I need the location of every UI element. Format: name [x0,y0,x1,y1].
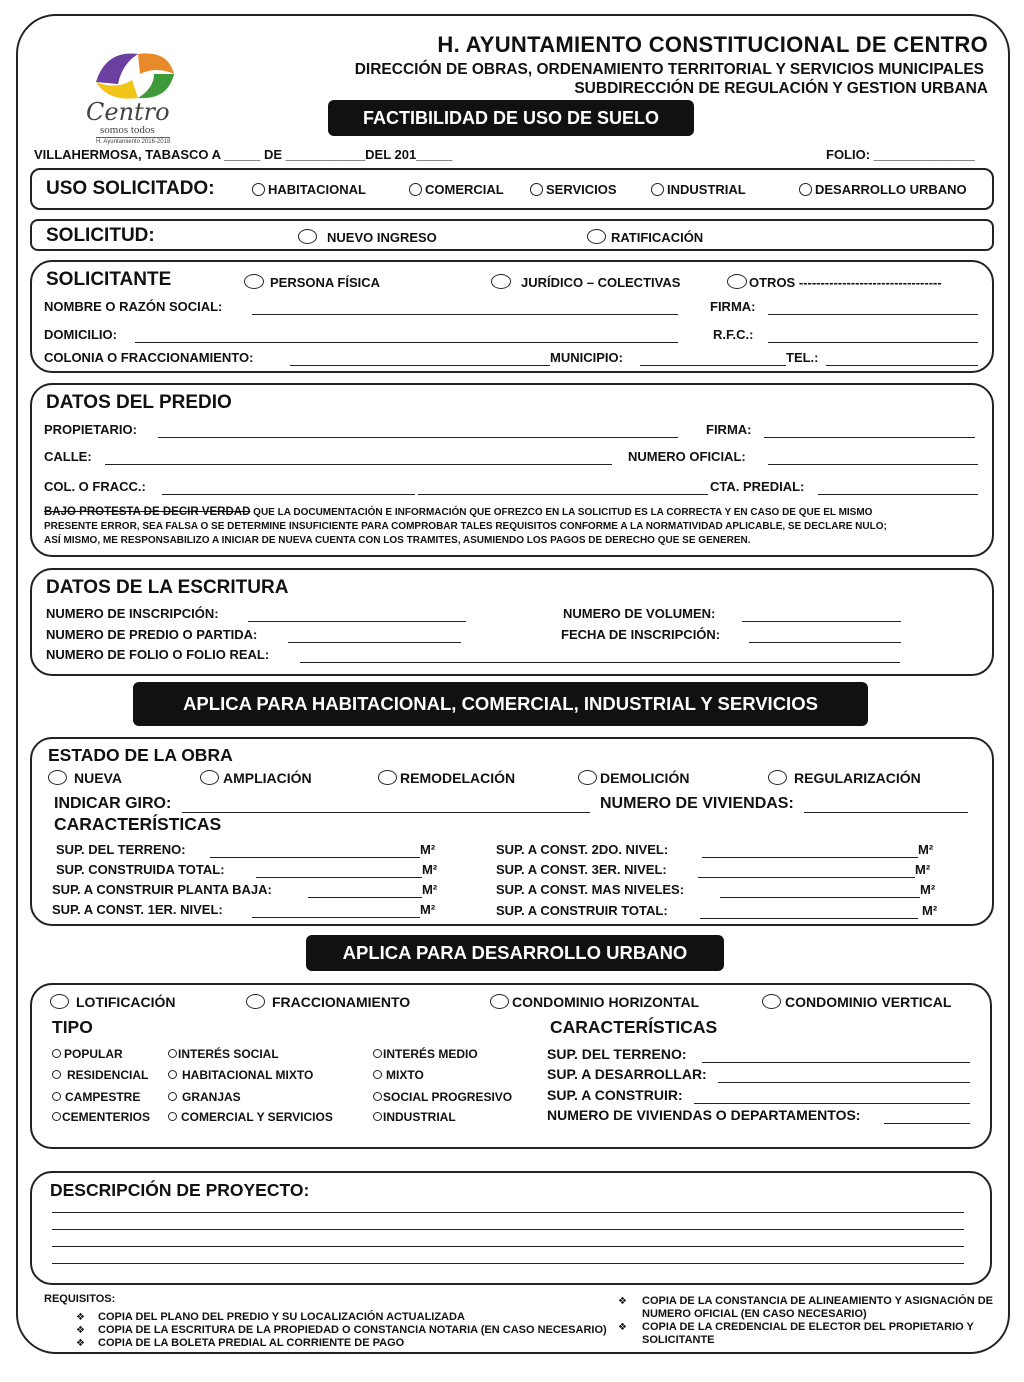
logo-text: Centro [86,98,170,126]
sup-terreno-input[interactable] [210,857,420,858]
du-num-viviendas-input[interactable] [884,1123,970,1124]
m2-unit: M² [420,842,436,857]
radio-icon[interactable] [727,274,747,289]
radio-icon[interactable] [587,229,606,244]
du-option-condominio-horizontal[interactable]: CONDOMINIO HORIZONTAL [490,994,699,1010]
logo [82,44,192,144]
nombre-label: NOMBRE O RAZÓN SOCIAL: [44,299,223,314]
radio-icon[interactable] [168,1092,177,1101]
radio-icon[interactable] [373,1092,382,1101]
tipo-interes-medio[interactable]: INTERÉS MEDIO [373,1047,478,1061]
du-sup-construir-label: SUP. A CONSTRUIR: [547,1087,683,1103]
bullet-icon: ❖ [76,1325,85,1336]
uso-option-industrial[interactable]: INDUSTRIAL [651,182,746,197]
col-fracc-input[interactable] [162,494,415,495]
domicilio-label: DOMICILIO: [44,327,117,342]
uso-option-habitacional[interactable]: HABITACIONAL [252,182,366,197]
col-fracc-label: COL. O FRACC.: [44,479,146,494]
solicitud-option-nuevo[interactable]: NUEVO INGRESO [298,229,437,245]
sup-3er-nivel-label: SUP. A CONST. 3ER. NIVEL: [496,862,667,877]
radio-icon[interactable] [52,1112,61,1121]
descripcion-line-3[interactable] [52,1246,964,1247]
firma-input[interactable] [768,314,978,315]
radio-icon[interactable] [246,994,265,1009]
m2-unit: M² [420,902,436,917]
escritura-label: DATOS DE LA ESCRITURA [46,577,289,598]
sup-1er-nivel-input[interactable] [252,917,420,918]
bullet-icon: ❖ [618,1322,627,1333]
du-num-viviendas-label: NUMERO DE VIVIENDAS O DEPARTAMENTOS: [547,1107,861,1123]
du-option-fraccionamiento[interactable]: FRACCIONAMIENTO [246,994,410,1010]
radio-icon[interactable] [52,1092,61,1101]
sup-construida-label: SUP. CONSTRUIDA TOTAL: [56,862,225,877]
m2-unit: M² [422,882,438,897]
fecha-inscripcion-input[interactable] [749,642,901,643]
inscripcion-input[interactable] [248,621,466,622]
du-tipo-label: TIPO [52,1017,93,1037]
municipio-label: MUNICIPIO: [550,350,623,365]
folio-real-input[interactable] [300,662,900,663]
radio-icon[interactable] [244,274,264,289]
du-sup-terreno-input[interactable] [702,1062,970,1063]
sup-mas-niveles-label: SUP. A CONST. MAS NIVELES: [496,882,685,897]
tipo-cementerios[interactable]: CEMENTERIOS [52,1110,150,1124]
header-subtitle-2: SUBDIRECCIÓN DE REGULACIÓN Y GESTION URBANA [574,80,988,97]
viviendas-label: NUMERO DE VIVIENDAS: [600,795,794,812]
m2-unit: M² [920,882,936,897]
radio-icon[interactable] [768,770,787,785]
cta-predial-label: CTA. PREDIAL: [710,479,805,494]
folio-real-label: NUMERO DE FOLIO O FOLIO REAL: [46,647,270,662]
radio-icon[interactable] [373,1112,382,1121]
radio-icon[interactable] [490,994,509,1009]
tipo-popular[interactable]: POPULAR [52,1047,123,1061]
volumen-input[interactable] [742,621,901,622]
obra-caracteristicas-label: CARACTERÍSTICAS [54,814,222,834]
requisito-item: ❖ COPIA DE LA CREDENCIAL DE ELECTOR DEL PROPIETARIO Y [618,1321,974,1333]
solicitante-option-juridico[interactable]: JURÍDICO – COLECTIVAS [491,274,680,290]
sup-3er-nivel-input[interactable] [698,877,915,878]
protesta-text: BAJO PROTESTA DE DECIR VERDAD QUE LA DOCUMENTACIÓN E INFORMACIÓN QUE OFREZCO EN LA SOLICITUD ES LA CORRECTA Y EN CASO DE QUE EL MISMO PRESENTE ERROR, SEA FALSA O SE DETERMINE INSUFICIENTE PARA COMPROBAR TALES REQUISITOS CONFORME A LA NORMATIVIDAD APLICABLE, SE DECLARE NULO; ASÍ MISMO, ME RESPONSABILIZO A INICIAR DE NUEVA CUENTA CON LOS TRAMITES, ASUMIENDO LOS PAGOS DE DERECHO QUE SE GENEREN. [44,506,887,546]
numero-oficial-input[interactable] [768,464,978,465]
radio-icon[interactable] [52,1049,61,1058]
du-caracteristicas-label: CARACTERÍSTICAS [550,1017,718,1037]
sup-construir-total-input[interactable] [700,918,918,919]
tipo-granjas[interactable]: GRANJAS [168,1090,241,1104]
bullet-icon: ❖ [76,1338,85,1349]
radio-icon[interactable] [491,274,511,289]
radio-icon[interactable] [762,994,781,1009]
sup-1er-nivel-label: SUP. A CONST. 1ER. NIVEL: [52,902,223,917]
uso-option-comercial[interactable]: COMERCIAL [409,182,504,197]
radio-icon[interactable] [373,1070,382,1079]
radio-icon[interactable] [530,183,543,196]
obra-option-remodelacion[interactable]: REMODELACIÓN [378,770,515,786]
header-subtitle-1: DIRECCIÓN DE OBRAS, ORDENAMIENTO TERRITORIAL Y SERVICIOS MUNICIPALES [354,61,984,78]
sup-mas-niveles-input[interactable] [720,897,920,898]
volumen-label: NUMERO DE VOLUMEN: [563,606,716,621]
solicitud-label: SOLICITUD: [46,225,155,246]
sup-planta-baja-label: SUP. A CONSTRUIR PLANTA BAJA: [52,882,272,897]
descripcion-line-1[interactable] [52,1212,964,1213]
predio-firma-input[interactable] [764,437,975,438]
tipo-industrial[interactable]: INDUSTRIAL [373,1110,456,1124]
calle-input[interactable] [105,464,612,465]
solicitante-label: SOLICITANTE [46,269,172,290]
logo-tagline: somos todos [100,124,155,136]
obra-label: ESTADO DE LA OBRA [48,745,233,765]
fecha-inscripcion-label: FECHA DE INSCRIPCIÓN: [561,627,721,642]
solicitante-option-otros[interactable]: OTROS --------------------------------- [727,274,942,290]
m2-unit: M² [915,862,931,877]
section-banner-desarrollo-urbano: APLICA PARA DESARROLLO URBANO [306,935,724,971]
sup-construir-total-label: SUP. A CONSTRUIR TOTAL: [496,903,668,918]
sup-2do-nivel-label: SUP. A CONST. 2DO. NIVEL: [496,842,669,857]
inscripcion-label: NUMERO DE INSCRIPCIÓN: [46,606,219,621]
radio-icon[interactable] [168,1049,177,1058]
descripcion-line-4[interactable] [52,1263,964,1264]
tel-input[interactable] [826,365,978,366]
radio-icon[interactable] [200,770,219,785]
municipio-input[interactable] [640,365,786,366]
solicitante-option-fisica[interactable]: PERSONA FÍSICA [244,274,380,290]
folio-field: FOLIO: ______________ [826,147,975,162]
radio-icon[interactable] [578,770,597,785]
firma-label: FIRMA: [710,299,756,314]
partida-label: NUMERO DE PREDIO O PARTIDA: [46,627,258,642]
predio-label: DATOS DEL PREDIO [46,392,232,413]
col-fracc-input-2[interactable] [418,494,708,495]
tipo-residencial[interactable]: RESIDENCIAL [52,1068,148,1082]
du-sup-desarrollar-label: SUP. A DESARROLLAR: [547,1066,707,1082]
colonia-label: COLONIA O FRACCIONAMIENTO: [44,350,254,365]
radio-icon[interactable] [252,183,265,196]
obra-option-nueva[interactable]: NUEVA [48,770,122,786]
radio-icon[interactable] [409,183,422,196]
tipo-social-progresivo[interactable]: SOCIAL PROGRESIVO [373,1090,512,1104]
m2-unit: M² [422,862,438,877]
uso-option-desarrollo-urbano[interactable]: DESARROLLO URBANO [799,182,967,197]
obra-option-regularizacion[interactable]: REGULARIZACIÓN [768,770,921,786]
sup-planta-baja-input[interactable] [308,897,422,898]
tipo-mixto[interactable]: MIXTO [373,1068,424,1082]
colonia-input[interactable] [290,365,550,366]
form-banner: FACTIBILIDAD DE USO DE SUELO [328,100,694,136]
tipo-interes-social[interactable]: INTERÉS SOCIAL [168,1047,279,1061]
solicitud-section [30,219,994,251]
radio-icon[interactable] [298,229,317,244]
nombre-input[interactable] [252,314,678,315]
m2-unit: M² [918,842,934,857]
radio-icon[interactable] [378,770,397,785]
propietario-input[interactable] [158,437,678,438]
bullet-icon: ❖ [618,1296,627,1307]
uso-label: USO SOLICITADO: [46,178,215,199]
sup-2do-nivel-input[interactable] [702,857,918,858]
logo-subtitle: H. Ayuntamiento 2016-2018 [96,139,171,145]
requisito-item: ❖ COPIA DE LA ESCRITURA DE LA PROPIEDAD O CONSTANCIA NOTARIA (EN CASO NECESARIO) [76,1324,607,1336]
du-sup-construir-input[interactable] [694,1103,970,1104]
date-line: VILLAHERMOSA, TABASCO A _____ DE ___________DEL 201_____ [34,147,453,162]
rfc-input[interactable] [768,342,978,343]
du-option-condominio-vertical[interactable]: CONDOMINIO VERTICAL [762,994,951,1010]
du-option-lotificacion[interactable]: LOTIFICACIÓN [50,994,176,1010]
logo-mark-icon [82,44,192,106]
tipo-comercial-servicios[interactable]: COMERCIAL Y SERVICIOS [168,1110,333,1124]
descripcion-label: DESCRIPCIÓN DE PROYECTO: [50,1180,310,1200]
requisito-item-cont: SOLICITANTE [642,1334,715,1346]
requisito-item: ❖ COPIA DE LA BOLETA PREDIAL AL CORRIENTE DE PAGO [76,1337,405,1349]
bullet-icon: ❖ [76,1312,85,1323]
radio-icon[interactable] [373,1049,382,1058]
m2-unit: M² [922,903,938,918]
radio-icon[interactable] [799,183,812,196]
requisito-item: ❖ COPIA DEL PLANO DEL PREDIO Y SU LOCALIZACIÓN ACTUALIZADA [76,1311,465,1323]
sup-construida-input[interactable] [256,877,422,878]
radio-icon[interactable] [651,183,664,196]
uso-option-servicios[interactable]: SERVICIOS [530,182,617,197]
giro-input[interactable] [182,812,590,813]
propietario-label: PROPIETARIO: [44,422,137,437]
obra-option-ampliacion[interactable]: AMPLIACIÓN [200,770,312,786]
rfc-label: R.F.C.: [713,327,754,342]
page-title: H. AYUNTAMIENTO CONSTITUCIONAL DE CENTRO [437,32,988,57]
du-sup-desarrollar-input[interactable] [718,1082,970,1083]
partida-input[interactable] [288,642,461,643]
tel-label: TEL.: [786,350,819,365]
radio-icon[interactable] [50,994,69,1009]
giro-label: INDICAR GIRO: [54,795,172,812]
numero-oficial-label: NUMERO OFICIAL: [628,449,746,464]
viviendas-input[interactable] [804,812,968,813]
requisitos-label: REQUISITOS: [44,1293,116,1305]
radio-icon[interactable] [168,1070,177,1079]
sup-terreno-label: SUP. DEL TERRENO: [56,842,186,857]
solicitud-option-ratificacion[interactable]: RATIFICACIÓN [587,229,703,245]
requisito-item: ❖ COPIA DE LA CONSTANCIA DE ALINEAMIENTO Y ASIGNACIÓN DE [618,1295,994,1307]
section-banner-habitacional: APLICA PARA HABITACIONAL, COMERCIAL, INDUSTRIAL Y SERVICIOS [133,682,868,726]
predio-firma-label: FIRMA: [706,422,752,437]
tipo-campestre[interactable]: CAMPESTRE [52,1090,140,1104]
tipo-habitacional-mixto[interactable]: HABITACIONAL MIXTO [168,1068,313,1082]
descripcion-line-2[interactable] [52,1229,964,1230]
radio-icon[interactable] [52,1070,61,1079]
radio-icon[interactable] [168,1112,177,1121]
cta-predial-input[interactable] [818,494,978,495]
obra-option-demolicion[interactable]: DEMOLICIÓN [578,770,689,786]
requisito-item-cont: NUMERO OFICIAL (EN CASO NECESARIO) [642,1308,867,1320]
calle-label: CALLE: [44,449,92,464]
du-sup-terreno-label: SUP. DEL TERRENO: [547,1046,687,1062]
radio-icon[interactable] [48,770,67,785]
domicilio-input[interactable] [135,342,678,343]
